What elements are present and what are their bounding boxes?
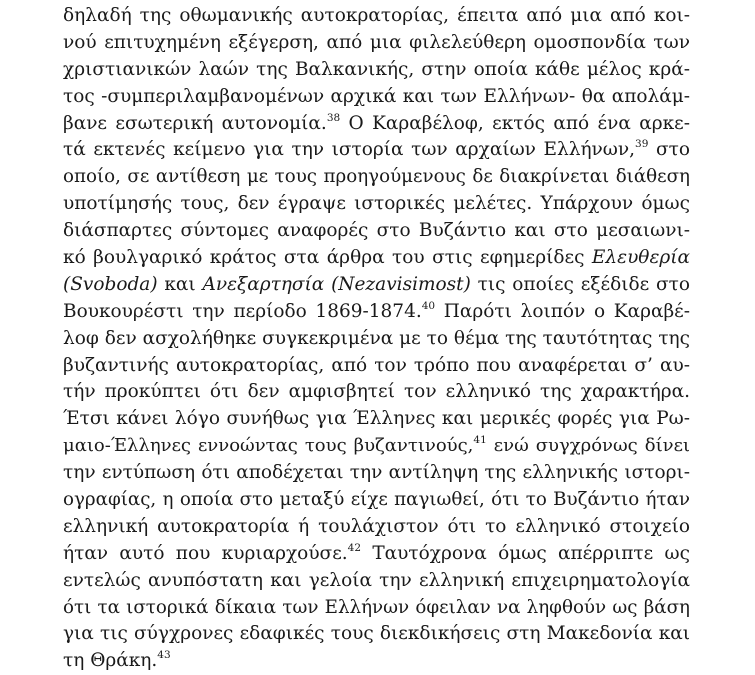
text-line <box>63 245 690 272</box>
text-run: τήν προκύπτει ότι δεν αμφισβητεί τον ελληνικό της χαρακτήρα. <box>63 381 690 403</box>
text-run: βυζαντινής αυτοκρατορίας, από τον τρόπο που αναφέρεται σ’ αυ- <box>63 354 690 376</box>
text-run: διάσπαρτες σύντομες αναφορές στο Βυζάντιο και στο μεσαιωνι- <box>63 220 690 242</box>
text-line <box>63 433 690 460</box>
text-line <box>63 84 690 111</box>
text-line <box>63 568 690 595</box>
text-line <box>63 57 690 84</box>
document-page <box>63 3 690 675</box>
text-run: για τις σύγχρονες εδαφικές τους διεκδικήσεις στη Μακεδονία και <box>63 623 690 645</box>
italic-text-run: Ελευθερία <box>591 247 690 269</box>
italic-text-run: Ανεξαρτησία (Nezavisimost) <box>202 273 471 295</box>
text-line <box>63 353 690 380</box>
text-run: ενώ συγχρόνως δίνει <box>486 435 690 457</box>
text-run: Παρότι λοιπόν ο Καραβέ- <box>435 300 690 322</box>
text-run: κό βουλγαρικό κράτος στα άρθρα του στις εφημερίδες <box>63 247 592 269</box>
text-run: Ταυτόχρονα όμως απέρριπτε ως <box>361 542 690 564</box>
text-run: ότι τα ιστορικά δίκαια των Ελλήνων όφειλαν να ληφθούν ως βάση <box>63 596 690 618</box>
text-run: ογραφίας, η οποία στο μεταξύ είχε παγιωθεί, ότι το Βυζάντιο ήταν <box>63 489 690 511</box>
footnote-marker: 40 <box>421 299 436 312</box>
text-line <box>63 137 690 164</box>
text-run: τη Θράκη. <box>63 650 158 672</box>
text-run: χριστιανικών λαών της Βαλκανικής, στην οποία κάθε μέλος κρά- <box>63 58 690 80</box>
text-run: ήταν αυτό που κυριαρχούσε. <box>63 542 348 564</box>
text-run: υποτίμησής τους, δεν έγραψε ιστορικές μελέτες. Υπάρχουν όμως <box>63 193 690 215</box>
text-run: την εντύπωση ότι αποδέχεται την αντίληψη της ελληνικής ιστορι- <box>63 462 690 484</box>
text-run: εντελώς ανυπόστατη και γελοία την ελληνική επιχειρηματολογία <box>63 569 690 591</box>
text-line <box>63 460 690 487</box>
text-line <box>63 111 690 138</box>
text-line <box>63 326 690 353</box>
text-line <box>63 595 690 622</box>
text-run: οποίο, σε αντίθεση με τους προηγούμενους δε διακρίνεται διάθεση <box>63 166 690 188</box>
text-run: τος -συμπεριλαμβανομένων αρχικά και των Ελλήνων- θα απολάμ- <box>63 85 690 107</box>
text-run: στο <box>648 139 690 161</box>
text-line <box>63 379 690 406</box>
text-line <box>63 3 690 30</box>
text-run: λοφ δεν ασχολήθηκε συγκεκριμένα με το θέμα της ταυτότητας της <box>63 327 690 349</box>
text-line <box>63 299 690 326</box>
text-line <box>63 164 690 191</box>
text-run: τά εκτενές κείμενο για την ιστορία των αρχαίων Ελλήνων, <box>63 139 636 161</box>
text-run: τις οποίες εξέδιδε στο <box>470 273 690 295</box>
text-line <box>63 621 690 648</box>
footnote-marker: 42 <box>347 541 362 554</box>
text-run: βανε εσωτερική αυτονομία. <box>63 112 327 134</box>
text-line <box>63 406 690 433</box>
body-paragraph <box>63 3 690 675</box>
text-run: και <box>157 273 203 295</box>
footnote-marker: 38 <box>326 111 341 124</box>
text-line <box>63 218 690 245</box>
text-run: Έτσι κάνει λόγο συνήθως για Έλληνες και μερικές φορές για Ρω- <box>63 408 690 430</box>
footnote-marker: 39 <box>635 138 649 151</box>
footnote-marker: 41 <box>473 434 487 447</box>
footnote-marker: 43 <box>157 649 171 662</box>
text-line <box>63 648 690 675</box>
text-line <box>63 30 690 57</box>
text-line <box>63 541 690 568</box>
text-line <box>63 514 690 541</box>
text-run: Ο Καραβέλοφ, εκτός από ένα αρκε- <box>340 112 690 134</box>
text-line <box>63 487 690 514</box>
text-run: δηλαδή της οθωμανικής αυτοκρατορίας, έπειτα από μια από κοι- <box>63 5 690 26</box>
text-run: νού επιτυχημένη εξέγερση, από μια φιλελεύθερη ομοσπονδία των <box>63 31 690 53</box>
text-run: μαιο-Έλληνες εννοώντας τους βυζαντινούς, <box>63 435 474 457</box>
text-line <box>63 272 690 299</box>
text-run: Βουκουρέστι την περίοδο 1869-1874. <box>63 300 422 322</box>
text-line <box>63 191 690 218</box>
italic-text-run: (Svoboda) <box>63 273 158 295</box>
text-run: ελληνική αυτοκρατορία ή τουλάχιστον ότι το ελληνικό στοιχείο <box>63 515 690 537</box>
